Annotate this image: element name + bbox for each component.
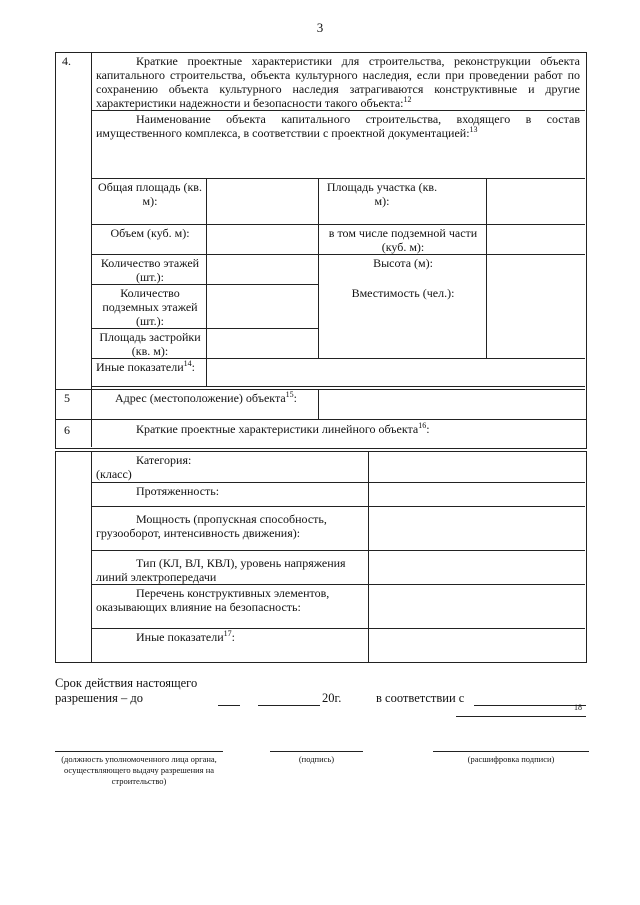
- floors-label: Количество этажей (шт.):: [100, 256, 200, 284]
- length-label: Протяженность:: [136, 484, 220, 498]
- section-5-number: 5: [64, 391, 70, 405]
- section-4-title: Краткие проектные характеристики для строительства, реконструкции объекта капитального строительства, объекта культурного наследия, если при проведении работ по сохранению объекта культурного наследия затрагиваются конструктивные и другие характеристики надежности и безопасности такого объекта:$^{12}$: [96, 54, 580, 110]
- underground-volume-label: в том числе подземной части (куб. м):: [328, 226, 478, 254]
- validity-footnote: 18: [574, 703, 582, 712]
- according-blank-2: [456, 716, 586, 717]
- line-type-label: Тип (КЛ, ВЛ, КВЛ), уровень напряжения линий электропередачи: [96, 556, 346, 584]
- month-blank: [258, 705, 320, 706]
- volume-label: Объем (куб. м):: [110, 226, 190, 240]
- decode-line: [433, 751, 589, 752]
- validity-line-1: Срок действия настоящего: [55, 676, 198, 690]
- total-area-label: Общая площадь (кв. м):: [98, 180, 202, 208]
- linear-other-label: Иные показатели$^{17}$:: [136, 629, 235, 644]
- according-label: в соответствии с: [376, 691, 465, 705]
- page-number: 3: [316, 20, 324, 35]
- other-indicators-label: Иные показатели$^{14}$:: [96, 359, 195, 374]
- site-area-label: Площадь участка (кв. м):: [326, 180, 438, 208]
- validity-line-2: разрешения – до: [55, 691, 143, 705]
- according-blank: [474, 705, 586, 706]
- position-caption: (должность уполномоченного лица органа, осуществляющего выдачу разрешения на строительство): [61, 754, 217, 786]
- year-label: 20г.: [322, 691, 342, 705]
- safety-elements-label: Перечень конструктивных элементов, оказывающих влияние на безопасность:: [96, 586, 330, 614]
- decode-caption: (расшифровка подписи): [467, 754, 555, 764]
- linear-object-title: Краткие проектные характеристики линейного объекта$^{16}$:: [136, 421, 430, 436]
- footprint-label: Площадь застройки (кв. м):: [99, 330, 201, 358]
- height-label: Высота (м):: [373, 256, 433, 270]
- signature-line: [270, 751, 363, 752]
- position-line: [55, 751, 223, 752]
- day-blank: [218, 705, 240, 706]
- section-6-number: 6: [64, 423, 70, 437]
- signature-caption: (подпись): [298, 754, 335, 764]
- category-label: Категория: (класс): [96, 453, 192, 481]
- object-name-label: Наименование объекта капитального строительства, входящего в состав имущественного комплекса, в соответствии с проектной документацией:$^{13}$: [96, 112, 580, 140]
- address-label: Адрес (местоположение) объекта$^{15}$:: [115, 390, 297, 405]
- underground-floors-label: Количество подземных этажей (шт.):: [102, 286, 198, 328]
- section-4-number: 4.: [62, 54, 71, 68]
- power-label: Мощность (пропускная способность, грузооборот, интенсивность движения):: [96, 512, 327, 540]
- capacity-label: Вместимость (чел.):: [351, 286, 455, 300]
- col-divider: [91, 52, 92, 419]
